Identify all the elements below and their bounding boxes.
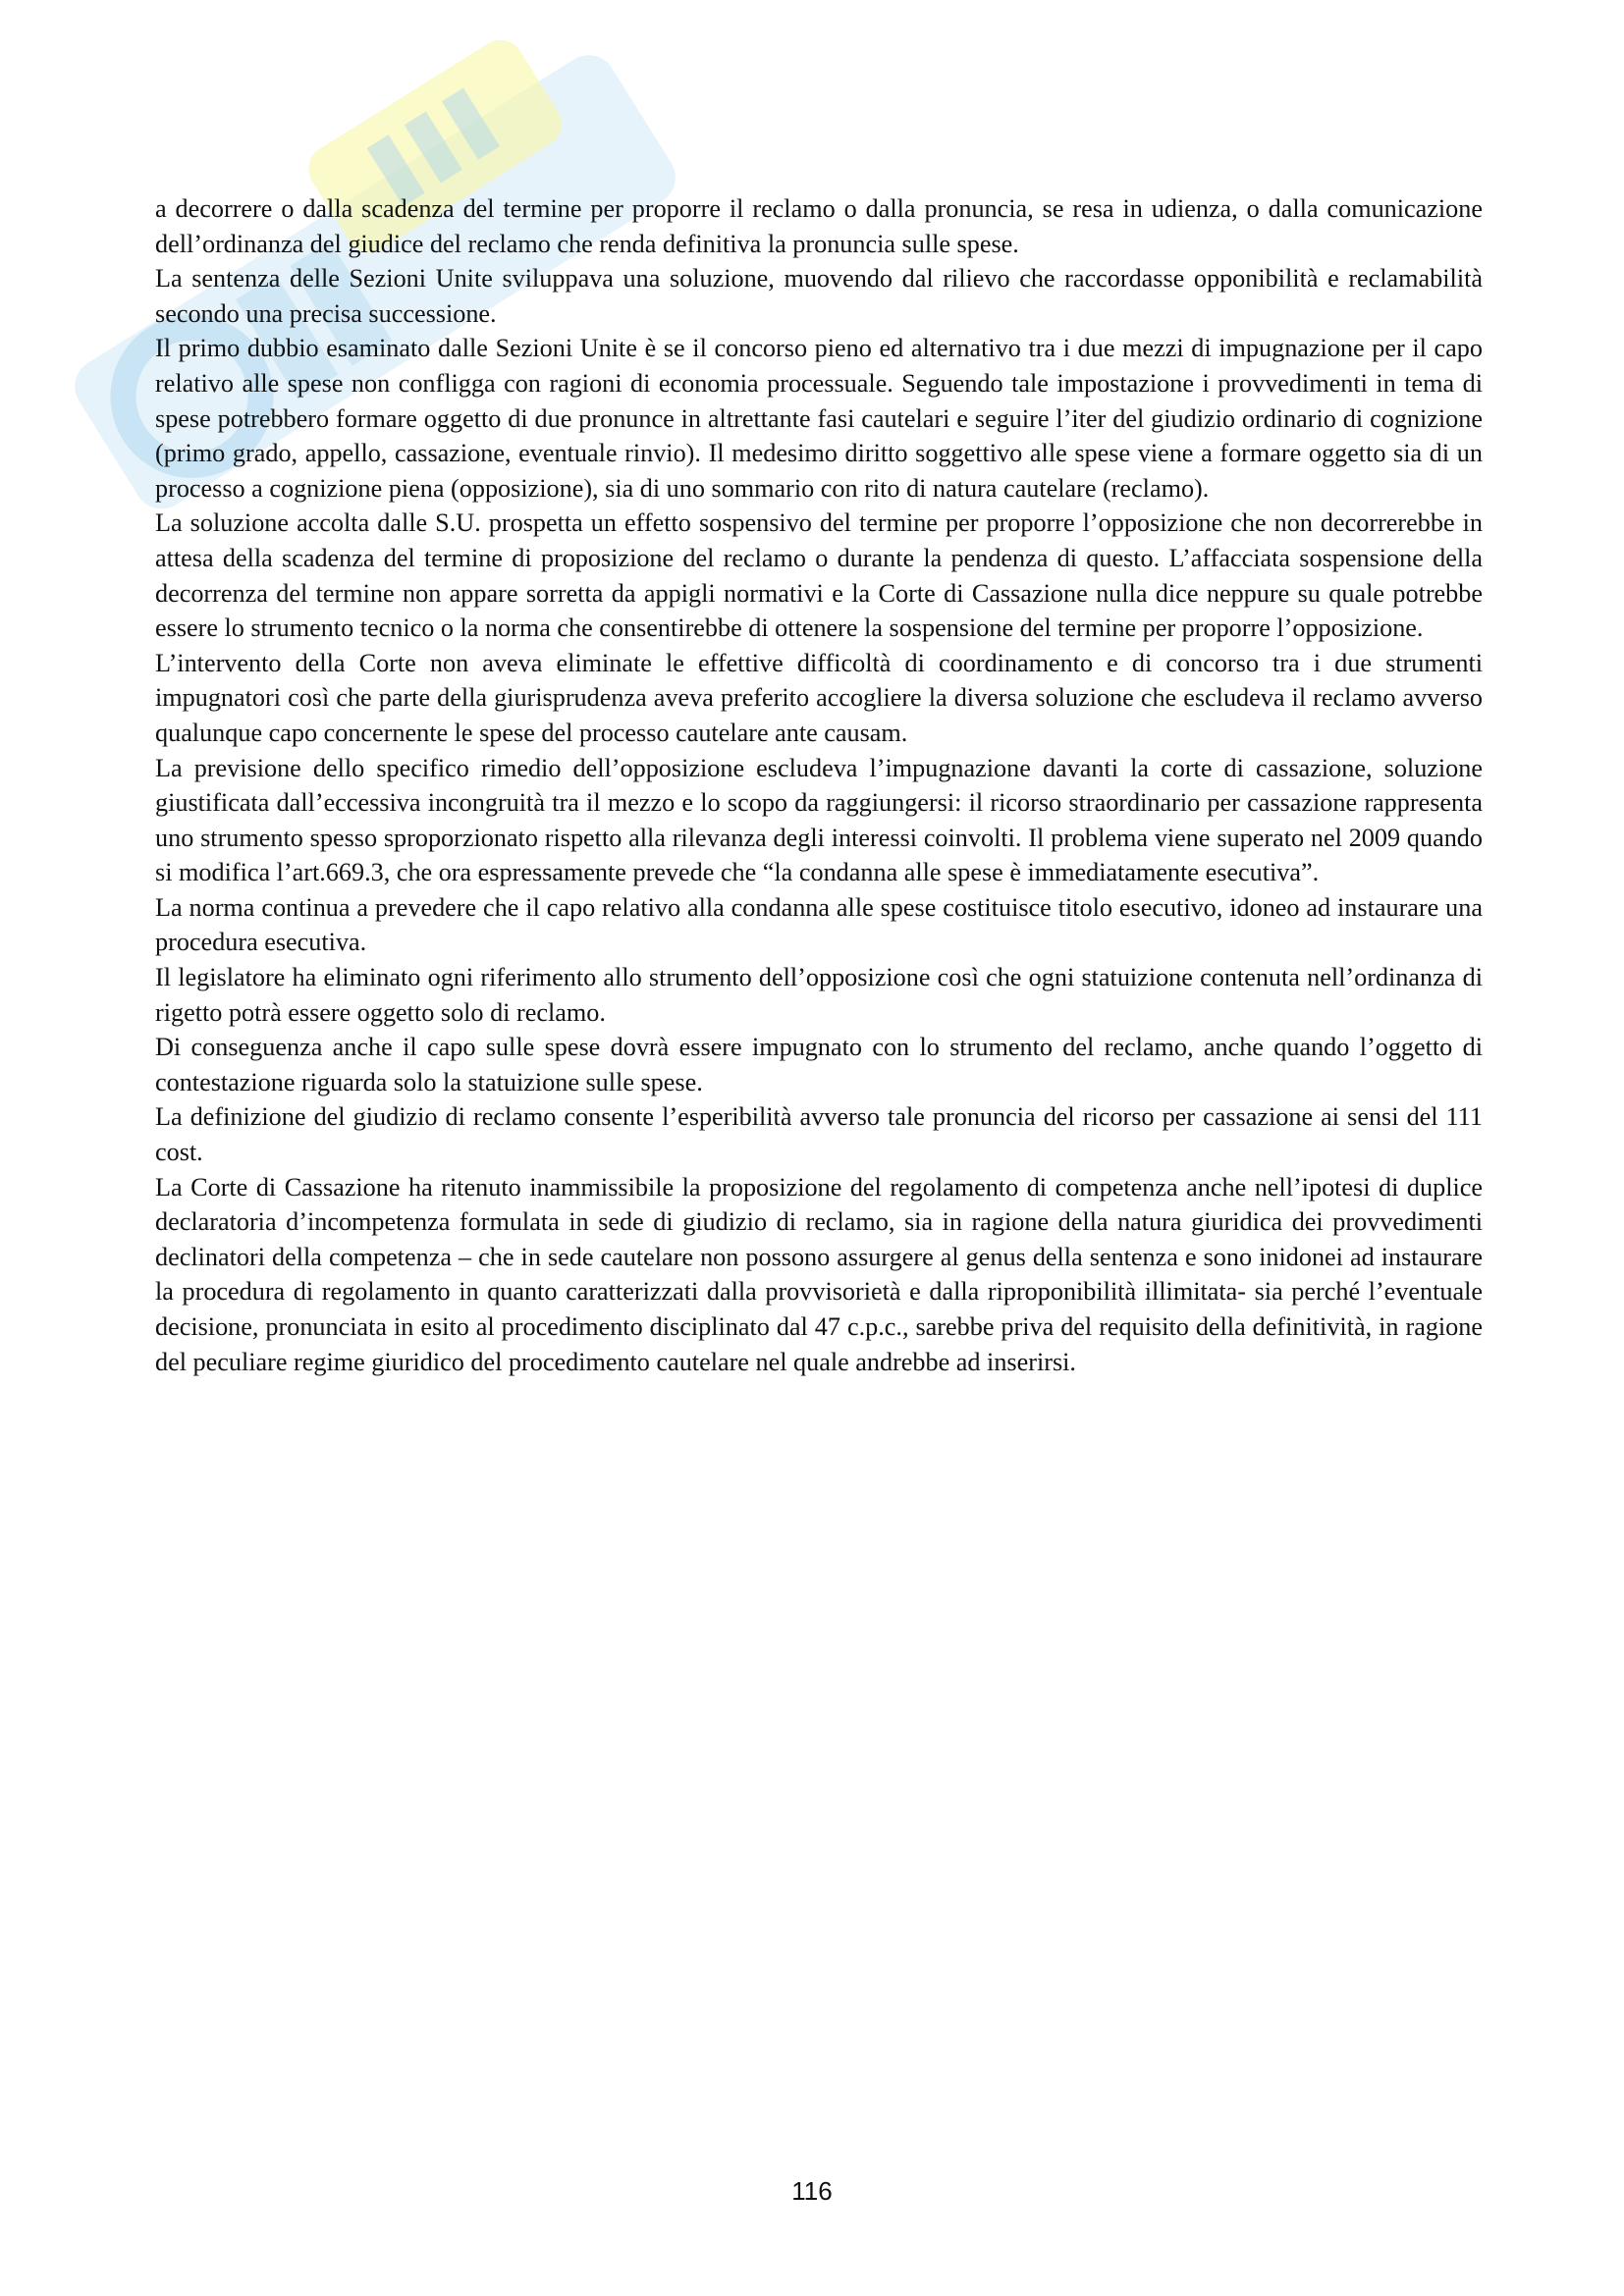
paragraph: La soluzione accolta dalle S.U. prospetta un effetto sospensivo del termine per proporre l’opposizione che non decorrerebbe in attesa della scadenza del termine di proposizione del reclamo o durante la pendenza di questo. L’affacciata sospensione della decorrenza del termine non appare sorretta da appigli normativi e la Corte di Cassazione nulla dice neppure su quale potrebbe essere lo strumento tecnico o la norma che consentirebbe di ottenere la sospensione del termine per proporre l’opposizione.: [155, 508, 1483, 643]
paragraph: La definizione del giudizio di reclamo consente l’esperibilità avverso tale pronuncia del ricorso per cassazione ai sensi del 111 cost.: [155, 1102, 1483, 1167]
paragraph: Il primo dubbio esaminato dalle Sezioni Unite è se il concorso pieno ed alternativo tra i due mezzi di impugnazione per il capo relativo alle spese non confligga con ragioni di economia processuale. Seguendo tale impostazione i provvedimenti in tema di spese potrebbero formare oggetto di due pronunce in altrettante fasi cautelari e seguire l’iter del giudizio ordinario di cognizione (primo grado, appello, cassazione, eventuale rinvio). Il medesimo diritto soggettivo alle spese viene a formare oggetto sia di un processo a cognizione piena (opposizione), sia di uno sommario con rito di natura cautelare (reclamo).: [155, 334, 1483, 503]
document-body: [155, 191, 1483, 1379]
paragraph: La Corte di Cassazione ha ritenuto inammissibile la proposizione del regolamento di competenza anche nell’ipotesi di duplice declaratoria d’incompetenza formulata in sede di giudizio di reclamo, sia in ragione della natura giuridica dei provvedimenti declinatori della competenza – che in sede cautelare non possono assurgere al genus della sentenza e sono inidonei ad instaurare la procedura di regolamento in quanto caratterizzati dalla provvisorietà e dalla riproponibilità illimitata- sia perché l’eventuale decisione, pronunciata in esito al procedimento disciplinato dal 47 c.p.c., sarebbe priva del requisito della definitività, in ragione del peculiare regime giuridico del procedimento cautelare nel quale andrebbe ad inserirsi.: [155, 1172, 1483, 1376]
paragraph: La sentenza delle Sezioni Unite sviluppava una soluzione, muovendo dal rilievo che raccordasse opponibilità e reclamabilità secondo una precisa successione.: [155, 264, 1483, 328]
paragraph: L’intervento della Corte non aveva eliminate le effettive difficoltà di coordinamento e di concorso tra i due strumenti impugnatori così che parte della giurisprudenza aveva preferito accogliere la diversa soluzione che escludeva il reclamo avverso qualunque capo concernente le spese del processo cautelare ante causam.: [155, 648, 1483, 747]
paragraph: Di conseguenza anche il capo sulle spese dovrà essere impugnato con lo strumento del reclamo, anche quando l’oggetto di contestazione riguarda solo la statuizione sulle spese.: [155, 1033, 1483, 1096]
paragraph: La previsione dello specifico rimedio dell’opposizione escludeva l’impugnazione davanti la corte di cassazione, soluzione giustificata dall’eccessiva incongruità tra il mezzo e lo scopo da raggiungersi: il ricorso straordinario per cassazione rappresenta uno strumento spesso sproporzionato rispetto alla rilevanza degli interessi coinvolti. Il problema viene superato nel 2009 quando si modifica l’art.669.3, che ora espressamente prevede che “la condanna alle spese è immediatamente esecutiva”.: [155, 753, 1483, 887]
paragraph: La norma continua a prevedere che il capo relativo alla condanna alle spese costituisce titolo esecutivo, idoneo ad instaurare una procedura esecutiva.: [155, 892, 1483, 957]
paragraph: Il legislatore ha eliminato ogni riferimento allo strumento dell’opposizione così che ogni statuizione contenuta nell’ordinanza di rigetto potrà essere oggetto solo di reclamo.: [155, 963, 1483, 1027]
paragraph: a decorrere o dalla scadenza del termine per proporre il reclamo o dalla pronuncia, se resa in udienza, o dalla comunicazione dell’ordinanza del giudice del reclamo che renda definitiva la pronuncia sulle spese.: [155, 194, 1483, 258]
page-number: 116: [791, 2176, 833, 2206]
